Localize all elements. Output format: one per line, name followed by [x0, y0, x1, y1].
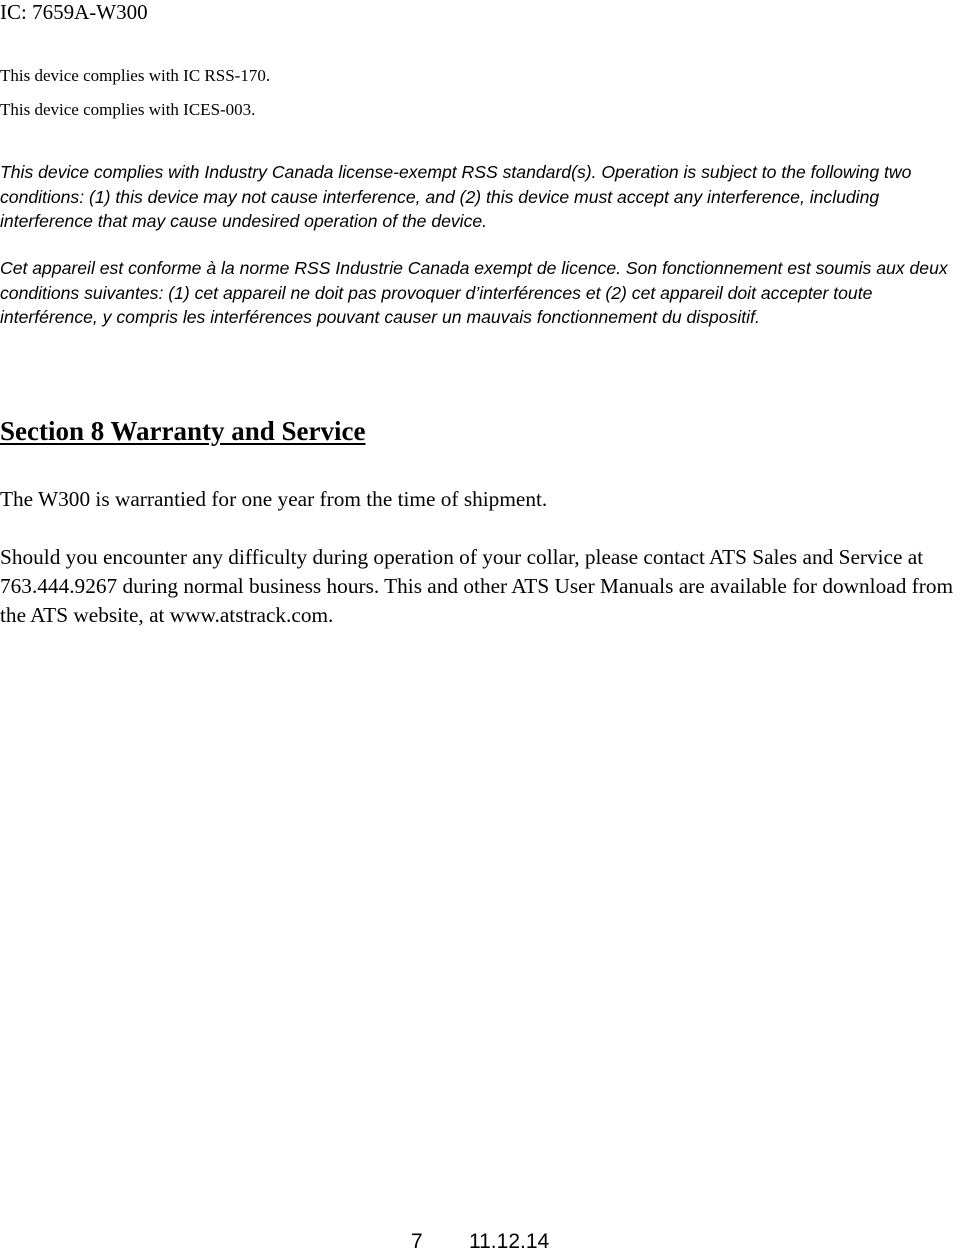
industry-canada-notice-english: This device complies with Industry Canada license-exempt RSS standard(s). Operation is subject to the following two conditions: (1) this device may not cause interference, and (2) this device must accept any interference, including interference that may cause undesired operation of the device. — [0, 162, 912, 231]
service-contact-paragraph: Should you encounter any difficulty during operation of your collar, please contact ATS Sales and Service at 763.444.9267 during normal business hours. This and other ATS User Manuals are available for download from the ATS website, at www.atstrack.com. — [0, 545, 954, 627]
compliance-rss-170: This device complies with IC RSS-170. — [0, 66, 271, 85]
ic-number: IC: 7659A-W300 — [0, 0, 148, 24]
compliance-ices-003: This device complies with ICES-003. — [0, 100, 256, 119]
industry-canada-notice-french: Cet appareil est conforme à la norme RSS Industrie Canada exempt de licence. Son fonctionnement est soumis aux deux conditions suivantes: (1) cet appareil ne doit pas provoquer d’interférences et (2) cet appareil doit accepter toute interférence, y compris les interférences pouvant causer un mauvais fonctionnement du dispositif. — [0, 258, 948, 327]
revision-date: 11.12.14 — [469, 1230, 550, 1253]
section-title: Section 8 Warranty and Service — [0, 416, 366, 446]
page-number: 7 — [411, 1230, 423, 1253]
warranty-paragraph: The W300 is warrantied for one year from the time of shipment. — [0, 487, 548, 511]
